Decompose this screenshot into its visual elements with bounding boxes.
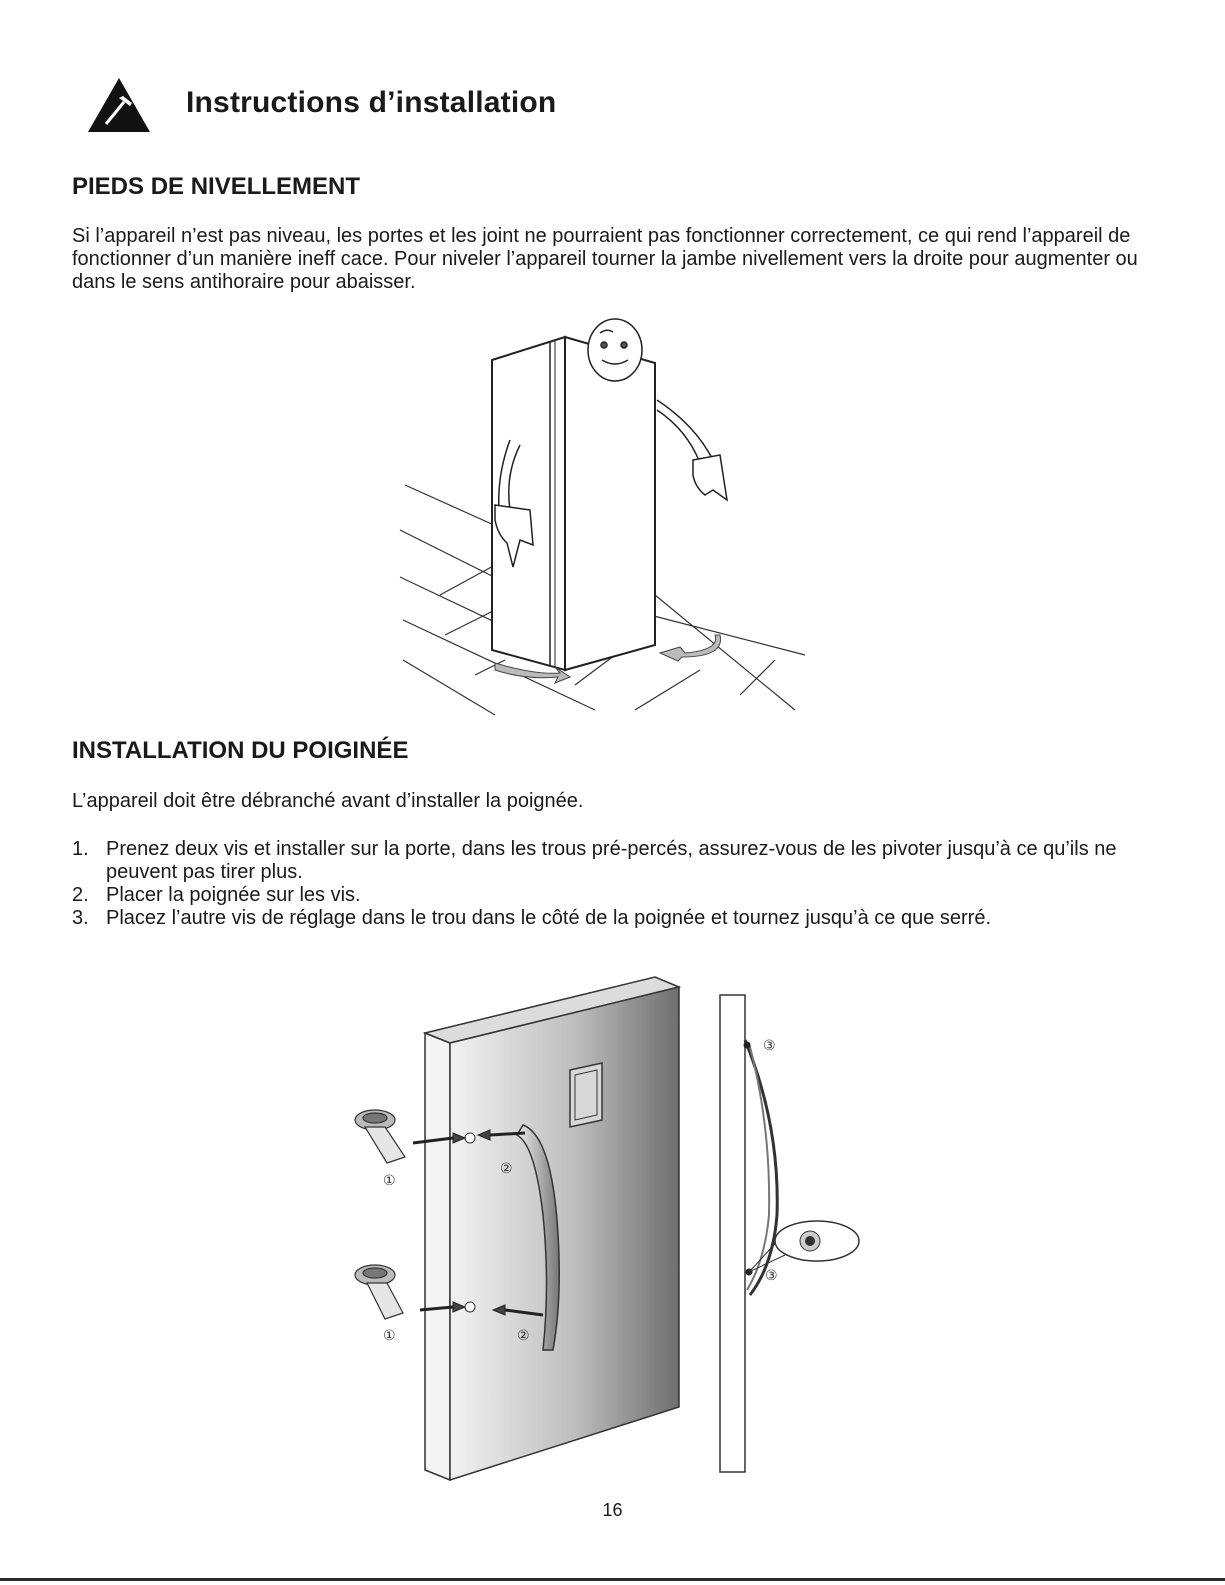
callout-handle-bottom: ② xyxy=(517,1328,530,1344)
step-text: Prenez deux vis et installer sur la porte, dans les trous pré-percés, assurez-vous de les pivoter jusqu’à ce qu’ils ne peuvent pas tirer plus. xyxy=(106,838,1117,883)
installation-steps xyxy=(72,838,1162,930)
section-title-leveling: PIEDS DE NIVELLEMENT xyxy=(72,173,361,200)
list-item xyxy=(72,907,1162,930)
step-number: 3. xyxy=(72,907,89,929)
callout-set-screw-top: ③ xyxy=(763,1038,776,1054)
warning-hammer-icon xyxy=(86,76,152,134)
callout-handle-top: ② xyxy=(500,1161,513,1177)
page-title: Instructions d’installation xyxy=(186,86,557,119)
page-number: 16 xyxy=(602,1500,623,1520)
step-text: Placer la poignée sur les vis. xyxy=(106,884,361,906)
bottom-rule xyxy=(0,1578,1225,1581)
callout-screw-top: ① xyxy=(383,1173,396,1189)
section-title-handle: INSTALLATION DU POIGINÉE xyxy=(72,737,409,764)
step-number: 1. xyxy=(72,838,89,860)
callout-screw-bottom: ① xyxy=(383,1328,396,1344)
leveling-paragraph: Si l’appareil n’est pas niveau, les portes et les joint ne pourraient pas fonctionner correctement, ce qui rend l’appareil de fonctionner d’un manière ineff cace. Pour niveler l’appareil tourner la jambe nivellement vers la droite pour augmenter ou dans le sens antihoraire pour abaisser. xyxy=(72,225,1138,293)
callout-set-screw-bottom: ③ xyxy=(765,1268,778,1284)
list-item xyxy=(72,884,1162,907)
unplug-warning: L’appareil doit être débranché avant d’installer la poignée. xyxy=(72,790,584,812)
step-text: Placez l’autre vis de réglage dans le trou dans le côté de la poignée et tournez jusqu’à ce que serré. xyxy=(106,907,991,929)
handle-installation-illustration xyxy=(345,975,875,1485)
step-number: 2. xyxy=(72,884,89,906)
list-item xyxy=(72,838,1162,884)
page-header xyxy=(86,76,786,136)
leveling-illustration xyxy=(395,315,815,720)
